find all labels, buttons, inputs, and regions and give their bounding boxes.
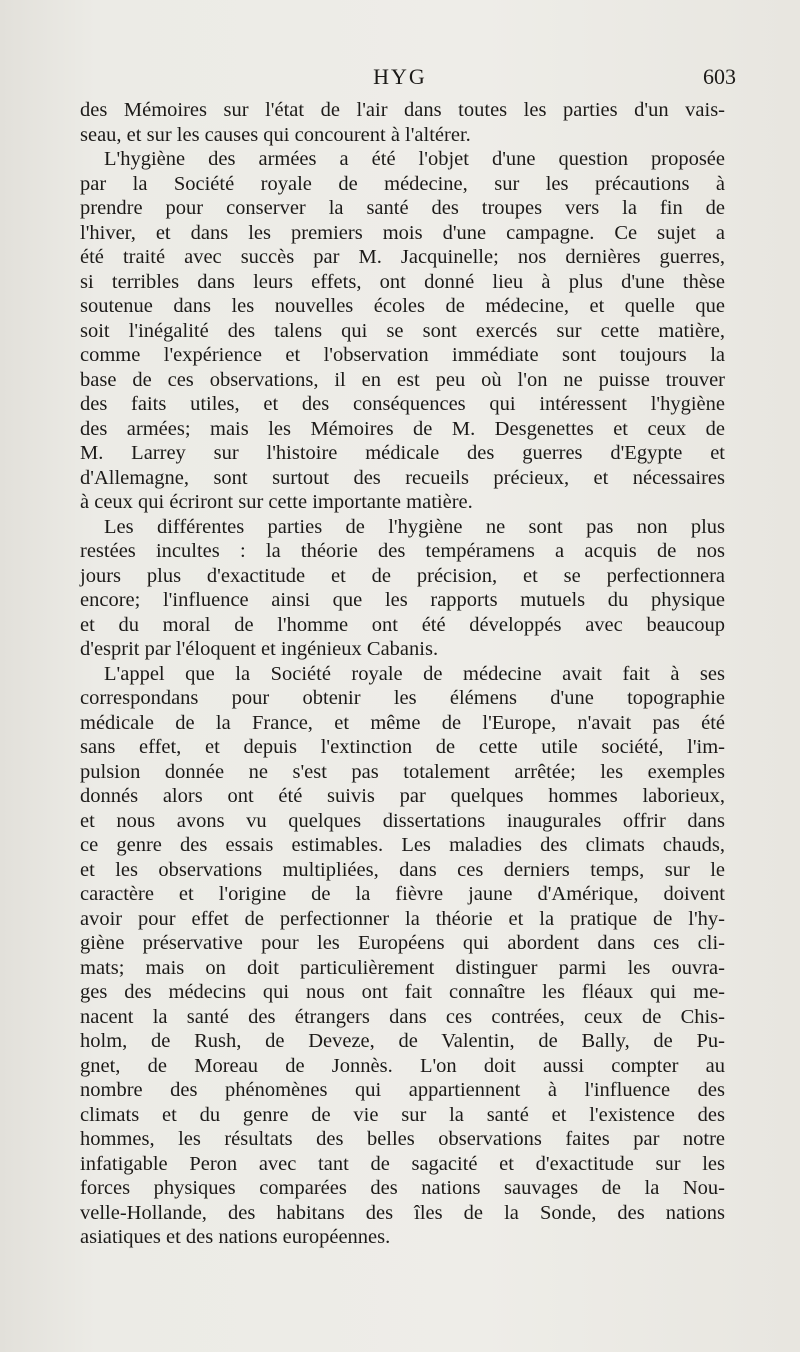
text-line: des armées; mais les Mémoires de M. Desgenettes et ceux de: [80, 417, 725, 440]
text-line: encore; l'influence ainsi que les rapports mutuels du physique: [80, 589, 725, 611]
text-line: climats et du genre de vie sur la santé et l'existence des: [80, 1103, 725, 1126]
paragraph: [80, 98, 725, 147]
text-line: comme l'expérience et l'observation immédiate sont toujours la: [80, 344, 725, 366]
text-line: si terribles dans leurs effets, ont donné lieu à plus d'une thèse: [80, 270, 725, 293]
text-line: soutenue dans les nouvelles écoles de médecine, et quelle que: [80, 295, 725, 317]
text-line: M. Larrey sur l'histoire médicale des guerres d'Egypte et: [80, 442, 725, 464]
text-line: seau, et sur les causes qui concourent à l'altérer.: [80, 123, 471, 146]
text-line: correspondans pour obtenir les élémens d'une topographie: [80, 687, 725, 709]
text-line: Les différentes parties de l'hygiène ne sont pas non plus: [104, 515, 725, 538]
text-line: d'Allemagne, sont surtout des recueils précieux, et nécessaires: [80, 466, 725, 489]
text-line: forces physiques comparées des nations sauvages de la Nou-: [80, 1177, 725, 1199]
text-line: giène préservative pour les Européens qui abordent dans ces cli-: [80, 932, 725, 954]
text-line: été traité avec succès par M. Jacquinelle; nos dernières guerres,: [80, 246, 725, 268]
text-line: pulsion donnée ne s'est pas totalement arrêtée; les exemples: [80, 760, 725, 783]
page-number: 603: [703, 64, 736, 89]
text-line: gnet, de Moreau de Jonnès. L'on doit aussi compter au: [80, 1054, 725, 1077]
paragraph: [80, 662, 725, 1250]
text-line: nacent la santé des étrangers dans ces contrées, ceux de Chis-: [80, 1005, 725, 1028]
text-line: jours plus d'exactitude et de précision, et se perfectionnera: [80, 564, 725, 587]
text-line: L'appel que la Société royale de médecine avait fait à ses: [104, 662, 725, 685]
running-head: HYG: [373, 64, 427, 89]
text-line: et du moral de l'homme ont été développés avec beaucoup: [80, 613, 725, 636]
text-line: sans effet, et depuis l'extinction de cette utile société, l'im-: [80, 736, 725, 758]
text-line: l'hiver, et dans les premiers mois d'une campagne. Ce sujet a: [80, 221, 725, 244]
text-line: caractère et l'origine de la fièvre jaune d'Amérique, doivent: [80, 883, 725, 905]
text-line: restées incultes : la théorie des tempéramens a acquis de nos: [80, 540, 725, 562]
text-line: des faits utiles, et des conséquences qui intéressent l'hygiène: [80, 393, 725, 415]
text-line: velle-Hollande, des habitans des îles de la Sonde, des nations: [80, 1201, 725, 1224]
text-line: et les observations multipliées, dans ces derniers temps, sur le: [80, 858, 725, 881]
body-text: [80, 98, 725, 1250]
text-line: à ceux qui écriront sur cette importante matière.: [80, 491, 473, 513]
text-line: par la Société royale de médecine, sur les précautions à: [80, 172, 725, 195]
text-line: ges des médecins qui nous ont fait connaître les fléaux qui me-: [80, 981, 725, 1003]
text-line: d'esprit par l'éloquent et ingénieux Cabanis.: [80, 638, 439, 660]
text-line: des Mémoires sur l'état de l'air dans toutes les parties d'un vais-: [80, 99, 725, 121]
text-line: base de ces observations, il en est peu où l'on ne puisse trouver: [80, 368, 725, 391]
text-line: asiatiques et des nations européennes.: [80, 1226, 391, 1248]
paragraph: [80, 515, 725, 662]
paragraph: [80, 147, 725, 515]
text-line: avoir pour effet de perfectionner la théorie et la pratique de l'hy-: [80, 907, 725, 930]
text-line: holm, de Rush, de Deveze, de Valentin, de Bally, de Pu-: [80, 1030, 725, 1052]
text-line: hommes, les résultats des belles observations faites par notre: [80, 1128, 725, 1150]
text-line: ce genre des essais estimables. Les maladies des climats chauds,: [80, 834, 725, 856]
text-line: prendre pour conserver la santé des troupes vers la fin de: [80, 197, 725, 219]
text-line: infatigable Peron avec tant de sagacité et d'exactitude sur les: [80, 1152, 725, 1175]
text-line: mats; mais on doit particulièrement distinguer parmi les ouvra-: [80, 956, 725, 979]
text-line: L'hygiène des armées a été l'objet d'une question proposée: [104, 148, 725, 170]
text-line: médicale de la France, et même de l'Europe, n'avait pas été: [80, 711, 725, 734]
text-line: et nous avons vu quelques dissertations inaugurales offrir dans: [80, 809, 725, 832]
text-line: soit l'inégalité des talens qui se sont exercés sur cette matière,: [80, 319, 725, 342]
page-header: [80, 64, 736, 98]
text-line: nombre des phénomènes qui appartiennent à l'influence des: [80, 1079, 725, 1101]
text-line: donnés alors ont été suivis par quelques hommes laborieux,: [80, 785, 725, 807]
